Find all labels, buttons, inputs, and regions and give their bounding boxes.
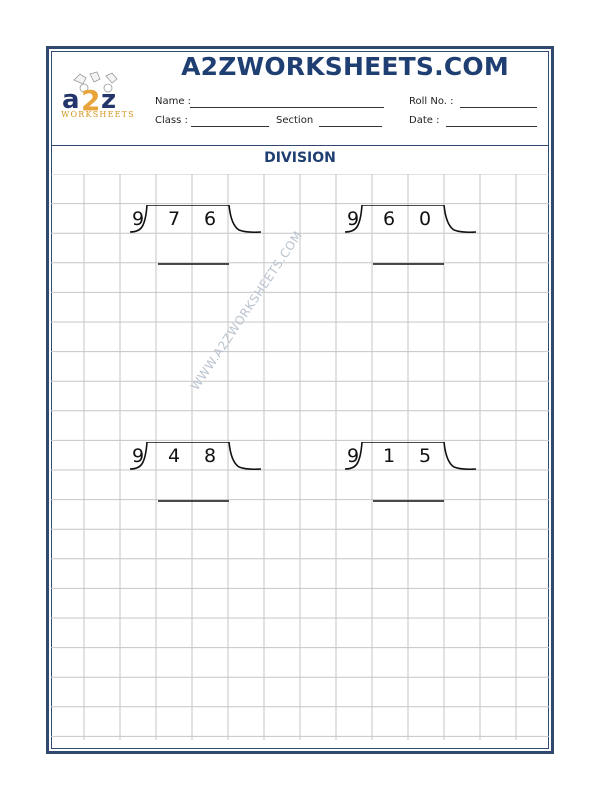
header-divider — [51, 145, 549, 146]
dividend-digit: 6 — [204, 208, 217, 230]
worksheet-title: DIVISION — [264, 150, 336, 166]
svg-text:2: 2 — [81, 84, 101, 117]
dividend-digit: 5 — [419, 445, 432, 467]
long-division-bracket — [125, 442, 275, 512]
site-brand-title: A2ZWORKSHEETS.COM — [181, 52, 509, 81]
divisor: 9 — [347, 445, 360, 467]
long-division-bracket — [340, 205, 490, 275]
date-field-line[interactable] — [446, 126, 537, 127]
long-division-bracket — [125, 205, 275, 275]
dividend-digit: 4 — [168, 445, 181, 467]
name-field-line[interactable] — [190, 107, 384, 108]
dividend-digit: 7 — [168, 208, 181, 230]
date-label: Date : — [409, 115, 440, 126]
divisor: 9 — [132, 208, 145, 230]
division-problem-3 — [125, 442, 275, 512]
division-problem-2 — [340, 205, 490, 275]
divisor: 9 — [132, 445, 145, 467]
svg-text:a: a — [62, 85, 80, 115]
watermark-text: WWW.A2ZWORKSHEETS.COM — [188, 228, 306, 393]
logo-subtitle: WORKSHEETS — [61, 110, 135, 119]
dividend-digit: 1 — [383, 445, 396, 467]
dividend-digit: 8 — [204, 445, 217, 467]
dividend-digit: 6 — [383, 208, 396, 230]
dividend-digit: 0 — [419, 208, 432, 230]
svg-text:z: z — [101, 85, 117, 115]
roll-number-field-line[interactable] — [460, 107, 537, 108]
roll-number-label: Roll No. : — [409, 96, 454, 107]
class-field-line[interactable] — [191, 126, 269, 127]
section-label: Section — [276, 115, 314, 126]
name-label: Name : — [155, 96, 192, 107]
division-problem-4 — [340, 442, 490, 512]
long-division-bracket — [340, 442, 490, 512]
class-label: Class : — [155, 115, 188, 126]
division-problem-1 — [125, 205, 275, 275]
divisor: 9 — [347, 208, 360, 230]
section-field-line[interactable] — [319, 126, 382, 127]
